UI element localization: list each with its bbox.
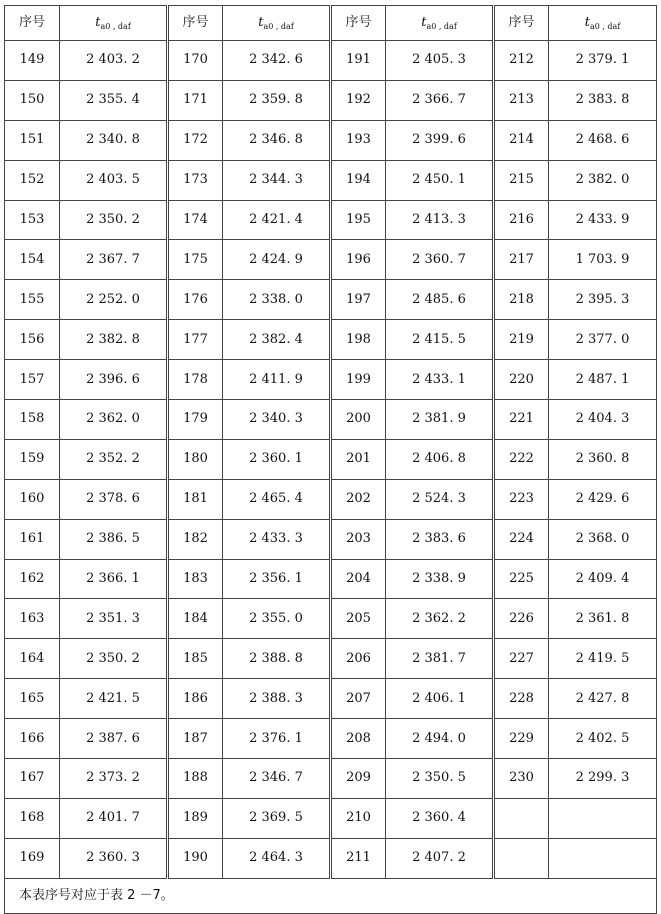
empty-cell: [549, 838, 657, 878]
index-cell: 228: [494, 679, 549, 719]
value-cell: 2 360. 7: [386, 240, 494, 280]
value-cell: 2 338. 0: [223, 280, 331, 320]
value-cell: 2 359. 8: [223, 80, 331, 120]
index-cell: 151: [5, 120, 60, 160]
table-row: [5, 120, 657, 160]
header-index: 序号: [494, 6, 549, 41]
table-row: [5, 838, 657, 878]
index-cell: 182: [168, 519, 223, 559]
index-cell: 184: [168, 599, 223, 639]
index-cell: 211: [331, 838, 386, 878]
value-cell: 2 338. 9: [386, 559, 494, 599]
index-cell: 204: [331, 559, 386, 599]
value-cell: 2 369. 5: [223, 798, 331, 838]
table-row: [5, 679, 657, 719]
index-cell: 160: [5, 479, 60, 519]
value-cell: 2 356. 1: [223, 559, 331, 599]
value-cell: 2 411. 9: [223, 360, 331, 400]
value-cell: 2 379. 1: [549, 41, 657, 81]
index-cell: 189: [168, 798, 223, 838]
index-cell: 197: [331, 280, 386, 320]
index-cell: 203: [331, 519, 386, 559]
data-table: [4, 5, 657, 914]
header-value-symbol: t: [584, 14, 590, 30]
table-row: [5, 160, 657, 200]
value-cell: 2 368. 0: [549, 519, 657, 559]
value-cell: 2 415. 5: [386, 320, 494, 360]
index-cell: 157: [5, 360, 60, 400]
index-cell: 181: [168, 479, 223, 519]
header-value: [549, 6, 657, 41]
note-row: [5, 878, 657, 913]
value-cell: 2 386. 5: [60, 519, 168, 559]
value-cell: 2 399. 6: [386, 120, 494, 160]
value-cell: 2 342. 6: [223, 41, 331, 81]
table-row: [5, 400, 657, 440]
table-row: [5, 759, 657, 799]
index-cell: 154: [5, 240, 60, 280]
value-cell: 2 464. 3: [223, 838, 331, 878]
header-index: 序号: [5, 6, 60, 41]
value-cell: 2 373. 2: [60, 759, 168, 799]
index-cell: 214: [494, 120, 549, 160]
value-cell: 2 355. 4: [60, 80, 168, 120]
index-cell: 153: [5, 200, 60, 240]
index-cell: 205: [331, 599, 386, 639]
index-cell: 186: [168, 679, 223, 719]
index-cell: 190: [168, 838, 223, 878]
value-cell: 2 360. 1: [223, 439, 331, 479]
index-cell: 217: [494, 240, 549, 280]
table-row: [5, 320, 657, 360]
index-cell: 208: [331, 719, 386, 759]
value-cell: 1 703. 9: [549, 240, 657, 280]
value-cell: 2 387. 6: [60, 719, 168, 759]
value-cell: 2 381. 9: [386, 400, 494, 440]
value-cell: 2 383. 6: [386, 519, 494, 559]
value-cell: 2 406. 8: [386, 439, 494, 479]
index-cell: 168: [5, 798, 60, 838]
value-cell: 2 433. 1: [386, 360, 494, 400]
header-value-subscript: a0 , daf: [426, 21, 457, 31]
value-cell: 2 361. 8: [549, 599, 657, 639]
index-cell: 198: [331, 320, 386, 360]
header-value-subscript: a0 , daf: [100, 21, 131, 31]
index-cell: 196: [331, 240, 386, 280]
index-cell: 164: [5, 639, 60, 679]
index-cell: 169: [5, 838, 60, 878]
value-cell: 2 367. 7: [60, 240, 168, 280]
index-cell: 156: [5, 320, 60, 360]
value-cell: 2 487. 1: [549, 360, 657, 400]
value-cell: 2 433. 3: [223, 519, 331, 559]
index-cell: 192: [331, 80, 386, 120]
index-cell: 185: [168, 639, 223, 679]
table-row: [5, 200, 657, 240]
index-cell: 152: [5, 160, 60, 200]
index-cell: 187: [168, 719, 223, 759]
value-cell: 2 424. 9: [223, 240, 331, 280]
value-cell: 2 404. 3: [549, 400, 657, 440]
index-cell: 180: [168, 439, 223, 479]
value-cell: 2 396. 6: [60, 360, 168, 400]
index-cell: 221: [494, 400, 549, 440]
index-cell: 158: [5, 400, 60, 440]
table-row: [5, 360, 657, 400]
value-cell: 2 388. 8: [223, 639, 331, 679]
index-cell: 223: [494, 479, 549, 519]
index-cell: 207: [331, 679, 386, 719]
index-cell: 191: [331, 41, 386, 81]
index-cell: 220: [494, 360, 549, 400]
value-cell: 2 346. 7: [223, 759, 331, 799]
index-cell: 183: [168, 559, 223, 599]
index-cell: 167: [5, 759, 60, 799]
value-cell: 2 383. 8: [549, 80, 657, 120]
index-cell: 212: [494, 41, 549, 81]
index-cell: 209: [331, 759, 386, 799]
index-cell: 149: [5, 41, 60, 81]
value-cell: 2 360. 8: [549, 439, 657, 479]
value-cell: 2 421. 5: [60, 679, 168, 719]
index-cell: 177: [168, 320, 223, 360]
value-cell: 2 377. 0: [549, 320, 657, 360]
index-cell: 174: [168, 200, 223, 240]
table-header-row: [5, 6, 657, 41]
value-cell: 2 485. 6: [386, 280, 494, 320]
empty-cell: [494, 838, 549, 878]
index-cell: 213: [494, 80, 549, 120]
index-cell: 176: [168, 280, 223, 320]
value-cell: 2 376. 1: [223, 719, 331, 759]
header-index: 序号: [168, 6, 223, 41]
value-cell: 2 419. 5: [549, 639, 657, 679]
header-value: [223, 6, 331, 41]
value-cell: 2 413. 3: [386, 200, 494, 240]
index-cell: 200: [331, 400, 386, 440]
index-cell: 159: [5, 439, 60, 479]
value-cell: 2 427. 8: [549, 679, 657, 719]
index-cell: 226: [494, 599, 549, 639]
table-note: 本表序号对应于表 2 －7。: [5, 878, 657, 913]
value-cell: 2 378. 6: [60, 479, 168, 519]
index-cell: 162: [5, 559, 60, 599]
value-cell: 2 403. 2: [60, 41, 168, 81]
index-cell: 163: [5, 599, 60, 639]
index-cell: 170: [168, 41, 223, 81]
value-cell: 2 352. 2: [60, 439, 168, 479]
header-value-symbol: t: [95, 14, 101, 30]
value-cell: 2 382. 4: [223, 320, 331, 360]
index-cell: 165: [5, 679, 60, 719]
table-row: [5, 479, 657, 519]
index-cell: 166: [5, 719, 60, 759]
index-cell: 193: [331, 120, 386, 160]
table-row: [5, 519, 657, 559]
index-cell: 155: [5, 280, 60, 320]
table-row: [5, 719, 657, 759]
value-cell: 2 524. 3: [386, 479, 494, 519]
empty-cell: [549, 798, 657, 838]
value-cell: 2 362. 2: [386, 599, 494, 639]
index-cell: 216: [494, 200, 549, 240]
index-cell: 171: [168, 80, 223, 120]
index-cell: 178: [168, 360, 223, 400]
header-value-symbol: t: [258, 14, 264, 30]
index-cell: 225: [494, 559, 549, 599]
table-row: [5, 41, 657, 81]
value-cell: 2 494. 0: [386, 719, 494, 759]
value-cell: 2 402. 5: [549, 719, 657, 759]
index-cell: 201: [331, 439, 386, 479]
value-cell: 2 360. 4: [386, 798, 494, 838]
value-cell: 2 433. 9: [549, 200, 657, 240]
index-cell: 218: [494, 280, 549, 320]
value-cell: 2 360. 3: [60, 838, 168, 878]
header-index: 序号: [331, 6, 386, 41]
value-cell: 2 429. 6: [549, 479, 657, 519]
value-cell: 2 406. 1: [386, 679, 494, 719]
index-cell: 219: [494, 320, 549, 360]
value-cell: 2 403. 5: [60, 160, 168, 200]
value-cell: 2 252. 0: [60, 280, 168, 320]
value-cell: 2 355. 0: [223, 599, 331, 639]
header-value-subscript: a0 , daf: [589, 21, 621, 31]
value-cell: 2 421. 4: [223, 200, 331, 240]
table-row: [5, 559, 657, 599]
index-cell: 194: [331, 160, 386, 200]
value-cell: 2 299. 3: [549, 759, 657, 799]
value-cell: 2 382. 8: [60, 320, 168, 360]
index-cell: 202: [331, 479, 386, 519]
header-value: [60, 6, 168, 41]
value-cell: 2 351. 3: [60, 599, 168, 639]
value-cell: 2 450. 1: [386, 160, 494, 200]
table-row: [5, 639, 657, 679]
value-cell: 2 340. 3: [223, 400, 331, 440]
index-cell: 150: [5, 80, 60, 120]
value-cell: 2 340. 8: [60, 120, 168, 160]
value-cell: 2 409. 4: [549, 559, 657, 599]
header-value: [386, 6, 494, 41]
index-cell: 195: [331, 200, 386, 240]
table-row: [5, 599, 657, 639]
value-cell: 2 381. 7: [386, 639, 494, 679]
value-cell: 2 395. 3: [549, 280, 657, 320]
table-row: [5, 439, 657, 479]
header-value-symbol: t: [421, 14, 427, 30]
index-cell: 224: [494, 519, 549, 559]
table-row: [5, 280, 657, 320]
value-cell: 2 465. 4: [223, 479, 331, 519]
index-cell: 222: [494, 439, 549, 479]
value-cell: 2 407. 2: [386, 838, 494, 878]
header-value-subscript: a0 , daf: [263, 21, 294, 31]
index-cell: 227: [494, 639, 549, 679]
value-cell: 2 468. 6: [549, 120, 657, 160]
table-row: [5, 798, 657, 838]
index-cell: 175: [168, 240, 223, 280]
value-cell: 2 382. 0: [549, 160, 657, 200]
index-cell: 206: [331, 639, 386, 679]
value-cell: 2 401. 7: [60, 798, 168, 838]
value-cell: 2 362. 0: [60, 400, 168, 440]
value-cell: 2 350. 2: [60, 639, 168, 679]
value-cell: 2 405. 3: [386, 41, 494, 81]
value-cell: 2 344. 3: [223, 160, 331, 200]
value-cell: 2 350. 2: [60, 200, 168, 240]
table-row: [5, 240, 657, 280]
index-cell: 172: [168, 120, 223, 160]
index-cell: 179: [168, 400, 223, 440]
index-cell: 173: [168, 160, 223, 200]
index-cell: 161: [5, 519, 60, 559]
index-cell: 199: [331, 360, 386, 400]
value-cell: 2 350. 5: [386, 759, 494, 799]
index-cell: 215: [494, 160, 549, 200]
value-cell: 2 366. 1: [60, 559, 168, 599]
empty-cell: [494, 798, 549, 838]
index-cell: 230: [494, 759, 549, 799]
index-cell: 229: [494, 719, 549, 759]
value-cell: 2 388. 3: [223, 679, 331, 719]
value-cell: 2 366. 7: [386, 80, 494, 120]
index-cell: 188: [168, 759, 223, 799]
table-row: [5, 80, 657, 120]
value-cell: 2 346. 8: [223, 120, 331, 160]
index-cell: 210: [331, 798, 386, 838]
